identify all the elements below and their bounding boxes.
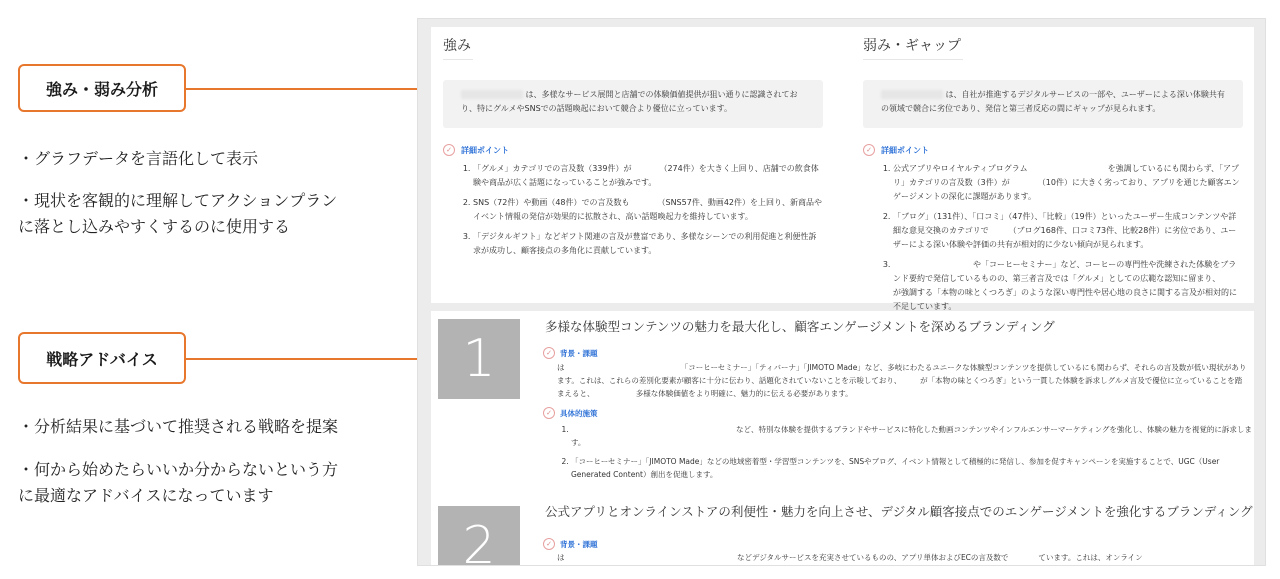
concrete-measures-list — [557, 423, 1261, 487]
weaknesses-summary — [863, 80, 1243, 128]
weaknesses-summary-line1: は、自社が推進するデジタルサービスの一部や、ユーザーによる深い体験共有 — [945, 90, 1225, 99]
redacted-brand — [881, 90, 943, 99]
background-heading — [543, 347, 598, 359]
concrete-measures-label: 具体的施策 — [560, 408, 598, 418]
note-action-plan-line2: に落とし込みやすくするのに使用する — [18, 217, 291, 236]
strategy-title: 多様な体験型コンテンツの魅力を最大化し、顧客エンゲージメントを深めるブランディング — [545, 319, 1055, 334]
note-recommend-strategy: ・分析結果に基づいて推奨される戦略を提案 — [18, 417, 339, 436]
list-item: 1. など、特別な体験を提供するブランドやサービスに特化した動画コンテンツやインフルエンサーマーケティングを強化し、体験の魅力を視覚的に訴求します。 — [571, 423, 1261, 449]
connector-line-strengths — [186, 88, 436, 90]
note-best-advice-line1: ・何から始めたらいいか分からないという方 — [18, 460, 339, 479]
check-circle-icon: ✓ — [443, 144, 455, 156]
check-circle-icon: ✓ — [543, 347, 555, 359]
check-circle-icon: ✓ — [543, 407, 555, 419]
note-action-plan — [18, 188, 337, 240]
check-circle-icon: ✓ — [543, 538, 555, 550]
list-item: 3. や「コーヒーセミナー」など、コーヒーの専門性や洗練された体験をブランド要約で発信しているものの、第三者言及では「グルメ」としての広範な認知に留まり、 が強調する「本物の味とくつろぎ」のような深い専門性や居心地の良さに関する言及が相対的に不足しています。 — [893, 258, 1243, 314]
weaknesses-detail-heading — [863, 144, 1243, 156]
background-label: 背景・課題 — [560, 539, 598, 549]
note-best-advice-line2: に最適なアドバイスになっています — [18, 486, 274, 505]
strengths-title: 強み — [443, 27, 473, 60]
strengths-weaknesses-card — [431, 27, 1254, 311]
concrete-measures-heading — [543, 407, 598, 419]
strategy-advice-card — [431, 311, 1254, 566]
background-heading — [543, 538, 598, 550]
strengths-detail-heading — [443, 144, 823, 156]
list-item: 2. SNS（72件）や動画（48件）での言及数も （SNS57件、動画42件）を上回り、新商品やイベント情報の発信が効果的に拡散され、高い話題喚起力を維持しています。 — [473, 196, 823, 224]
check-circle-icon: ✓ — [863, 144, 875, 156]
weaknesses-title: 弱み・ギャップ — [863, 27, 963, 60]
report-screenshot — [417, 18, 1266, 566]
background-text: は 「コーヒーセミナー」「ティバーナ」「JIMOTO Made」など、多岐にわたるユニークな体験型コンテンツを提供しているにも関わらず、それらの言及数が低い現状があります。これは、これらの差別化要素が顧客に十分に伝わり、話題化されていないことを示唆しており、 が「本物の味とくつろぎ」という一貫した体験を訴求しグルメ言及で優位に立っていることを踏まえると、 多様な体験価値をより明確に、魅力的に伝える必要があります。 — [557, 363, 1247, 398]
list-item: 2. 「コーヒーセミナー」「JIMOTO Made」などの地域密着型・学習型コンテンツを、SNSやブログ、イベント情報として積極的に発信し、参加を促すキャンペーンを実施することで、UGC（User Generated Content）創出を促進します。 — [571, 455, 1261, 481]
weaknesses-column — [863, 27, 1243, 320]
strengths-points-list — [461, 162, 823, 258]
note-action-plan-line1: ・現状を客観的に理解してアクションプラン — [18, 191, 338, 210]
background-text: は などデジタルサービスを充実させているものの、アプリ単体およびECの言及数で ています。これは、オンライン — [557, 553, 1143, 562]
note-best-advice — [18, 457, 338, 509]
strengths-summary-line1: は、多様なサービス展開と店舗での体験価値提供が狙い通りに認識されてお — [525, 90, 798, 99]
weaknesses-points-list — [881, 162, 1243, 314]
note-graph-verbalization: ・グラフデータを言語化して表示 — [18, 149, 259, 168]
strengths-column — [443, 27, 823, 264]
strengths-summary-line2: り、特にグルメやSNSでの話題喚起において競合より優位に立っています。 — [461, 104, 733, 113]
redacted-brand — [461, 90, 523, 99]
list-item: 2. 「ブログ」（131件）、「口コミ」（47件）、「比較」（19件）といったユーザー生成コンテンツや詳細な意見交換のカテゴリで （ブログ168件、口コミ73件、比較28件）に劣位であり、ユーザーによる深い体験や評価の共有が相対的に少ない傾向が見られます。 — [893, 210, 1243, 252]
weaknesses-summary-line2: の領域で競合に劣位であり、発信と第三者反応の間にギャップが見られます。 — [881, 104, 1161, 113]
strategy-number-badge: 1 — [438, 319, 520, 399]
callout-strengths-weaknesses: 強み・弱み分析 — [18, 64, 186, 112]
callout-strategy-advice: 戦略アドバイス — [18, 332, 186, 384]
strategy-number-badge: 2 — [438, 506, 520, 566]
background-label: 背景・課題 — [560, 348, 598, 358]
strengths-detail-label: 詳細ポイント — [461, 145, 509, 155]
list-item: 3. 「デジタルギフト」などギフト関連の言及が豊富であり、多様なシーンでの利用促進と利便性訴求が成功し、顧客接点の多角化に貢献しています。 — [473, 230, 823, 258]
strategy-title: 公式アプリとオンラインストアの利便性・魅力を向上させ、デジタル顧客接点でのエンゲージメントを強化するブランディング — [545, 504, 1253, 519]
list-item: 1. 「グルメ」カテゴリでの言及数（339件）が （274件）を大きく上回り、店舗での飲食体験や商品が広く話題になっていることが強みです。 — [473, 162, 823, 190]
list-item: 1. 公式アプリやロイヤルティプログラム を強調しているにも関わらず、「アプリ」カテゴリの言及数（3件）が （10件）に大きく劣っており、アプリを通じた顧客エンゲージメントの深化に課題があります。 — [893, 162, 1243, 204]
weaknesses-detail-label: 詳細ポイント — [881, 145, 929, 155]
connector-line-strategy — [186, 358, 438, 360]
strengths-summary — [443, 80, 823, 128]
